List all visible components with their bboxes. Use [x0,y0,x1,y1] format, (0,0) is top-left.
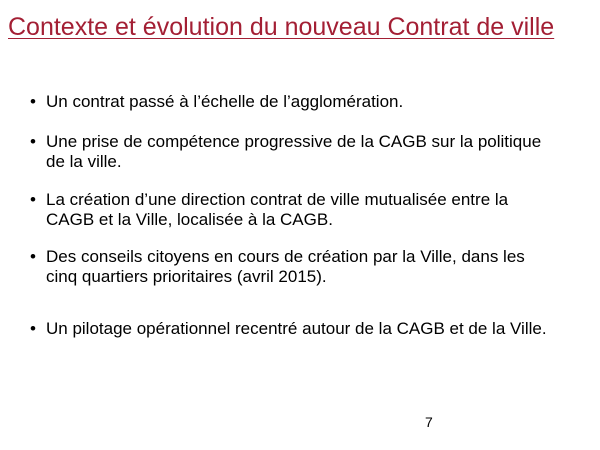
bullet-marker: • [30,92,36,111]
bullet-item [30,319,560,339]
bullet-marker: • [30,247,36,266]
bullet-text: Un contrat passé à l’échelle de l’agglomération. [46,92,404,111]
bullet-item [30,247,560,287]
bullet-item [30,190,560,230]
bullet-item [30,92,560,112]
bullet-item [30,132,560,172]
bullet-marker: • [30,132,36,151]
bullet-text: Une prise de compétence progressive de la CAGB sur la politique de la ville. [46,132,542,171]
page-number: 7 [425,414,433,430]
slide-title-text: Contexte et évolution du nouveau Contrat de ville [8,13,555,41]
bullet-text: La création d’une direction contrat de ville mutualisée entre la CAGB et la Ville, localisée à la CAGB. [46,190,509,229]
bullet-marker: • [30,190,36,209]
bullet-marker: • [30,319,36,338]
bullet-text: Un pilotage opérationnel recentré autour de la CAGB et de la Ville. [46,319,547,338]
bullet-text: Des conseils citoyens en cours de création par la Ville, dans les cinq quartiers prioritaires (avril 2015). [46,247,525,286]
